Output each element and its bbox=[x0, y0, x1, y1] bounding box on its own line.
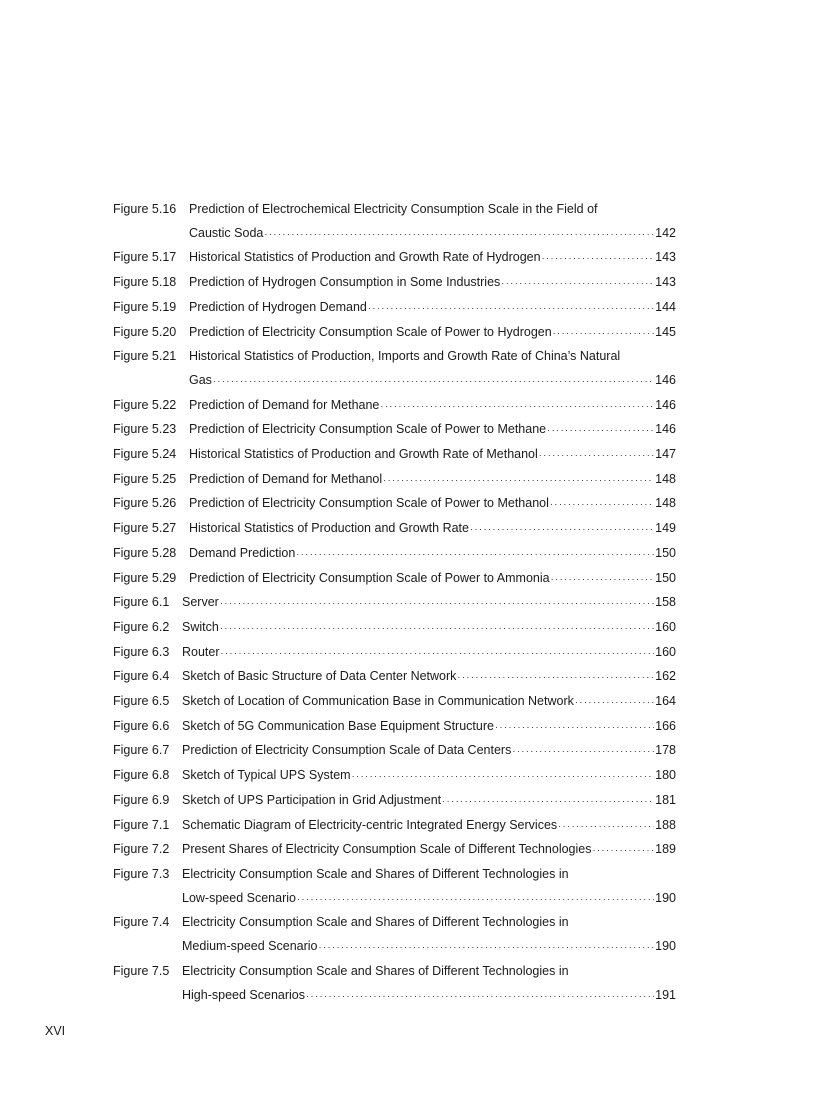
dot-leader bbox=[592, 839, 654, 863]
toc-entry[interactable] bbox=[113, 345, 676, 393]
entry-line bbox=[189, 271, 676, 296]
toc-entry[interactable] bbox=[113, 246, 676, 271]
figure-title: Present Shares of Electricity Consumption Scale of Different Technologies bbox=[182, 842, 592, 857]
figure-number: Figure 5.26 bbox=[113, 496, 177, 511]
figure-number: Figure 7.3 bbox=[113, 866, 170, 881]
entry-line bbox=[189, 369, 676, 394]
entry-line bbox=[189, 542, 676, 567]
entry-line bbox=[182, 814, 676, 839]
figure-title: Electricity Consumption Scale and Shares of Different Technologies in bbox=[182, 866, 569, 881]
figure-number: Figure 5.19 bbox=[113, 299, 177, 314]
page-ref: 143 bbox=[655, 275, 676, 290]
toc-entry[interactable] bbox=[113, 789, 676, 814]
page-ref: 146 bbox=[655, 397, 676, 412]
page-ref: 178 bbox=[655, 743, 676, 758]
figure-title: Historical Statistics of Production and Growth Rate bbox=[189, 521, 469, 536]
toc-entry[interactable] bbox=[113, 418, 676, 443]
entry-body bbox=[189, 517, 676, 542]
dot-leader bbox=[297, 888, 654, 912]
entry-body bbox=[182, 863, 676, 911]
figure-title: Prediction of Electricity Consumption Scale of Power to Methane bbox=[189, 422, 547, 437]
entry-body bbox=[189, 296, 676, 321]
entry-body bbox=[182, 665, 676, 690]
figure-title: High-speed Scenarios bbox=[182, 987, 305, 1002]
dot-leader bbox=[368, 297, 654, 321]
figure-title: Demand Prediction bbox=[189, 545, 296, 560]
dot-leader bbox=[220, 617, 654, 641]
dot-leader bbox=[306, 985, 654, 1009]
toc-entry[interactable] bbox=[113, 492, 676, 517]
entry-body bbox=[182, 739, 676, 764]
figure-title: Prediction of Electricity Consumption Scale of Power to Methanol bbox=[189, 496, 549, 511]
entry-line bbox=[182, 764, 676, 789]
figure-number: Figure 5.28 bbox=[113, 545, 177, 560]
toc-entry[interactable] bbox=[113, 591, 676, 616]
figure-title: Sketch of Basic Structure of Data Center Network bbox=[182, 669, 457, 684]
page-ref: 150 bbox=[655, 570, 676, 585]
figure-title: Prediction of Electricity Consumption Scale of Power to Hydrogen bbox=[189, 324, 552, 339]
dot-leader bbox=[221, 642, 655, 666]
page-ref: 188 bbox=[655, 817, 676, 832]
entry-line bbox=[189, 222, 676, 247]
figure-title: Historical Statistics of Production and Growth Rate of Hydrogen bbox=[189, 250, 541, 265]
page-ref: 190 bbox=[655, 939, 676, 954]
page-ref: 160 bbox=[655, 644, 676, 659]
figure-number: Figure 5.25 bbox=[113, 471, 177, 486]
dot-leader bbox=[470, 518, 654, 542]
dot-leader bbox=[547, 419, 654, 443]
figure-number: Figure 5.23 bbox=[113, 422, 177, 437]
figure-number: Figure 6.3 bbox=[113, 644, 170, 659]
page-ref: 164 bbox=[655, 694, 676, 709]
figure-title: Prediction of Electricity Consumption Scale of Power to Ammonia bbox=[189, 570, 550, 585]
figure-title: Electricity Consumption Scale and Shares of Different Technologies in bbox=[182, 915, 569, 930]
entry-body bbox=[189, 198, 676, 246]
toc-entry[interactable] bbox=[113, 271, 676, 296]
entry-body bbox=[182, 789, 676, 814]
entry-line bbox=[189, 246, 676, 271]
dot-leader bbox=[352, 765, 655, 789]
page-ref: 162 bbox=[655, 669, 676, 684]
entry-body bbox=[189, 418, 676, 443]
entry-line bbox=[189, 321, 676, 346]
dot-leader bbox=[575, 691, 654, 715]
dot-leader bbox=[296, 543, 654, 567]
figure-number: Figure 5.18 bbox=[113, 275, 177, 290]
entry-body bbox=[189, 443, 676, 468]
page-ref: 158 bbox=[655, 595, 676, 610]
figure-title: Schematic Diagram of Electricity-centric Integrated Energy Services bbox=[182, 817, 558, 832]
entry-line bbox=[182, 984, 676, 1009]
entry-line bbox=[182, 960, 676, 984]
figure-title: Sketch of 5G Communication Base Equipment Structure bbox=[182, 718, 494, 733]
entry-body bbox=[182, 715, 676, 740]
figure-title: Low-speed Scenario bbox=[182, 890, 296, 905]
figure-title: Prediction of Hydrogen Consumption in Some Industries bbox=[189, 275, 501, 290]
page-ref: 149 bbox=[655, 521, 676, 536]
figure-title: Gas bbox=[189, 372, 212, 387]
dot-leader bbox=[264, 223, 654, 247]
entry-body bbox=[189, 246, 676, 271]
figure-title: Router bbox=[182, 644, 220, 659]
figure-title: Prediction of Demand for Methane bbox=[189, 397, 380, 412]
entry-line bbox=[182, 911, 676, 935]
figure-number: Figure 6.7 bbox=[113, 743, 170, 758]
page-ref: 180 bbox=[655, 768, 676, 783]
entry-line bbox=[182, 863, 676, 887]
page-ref: 142 bbox=[655, 225, 676, 240]
entry-line bbox=[182, 616, 676, 641]
page-ref: 148 bbox=[655, 496, 676, 511]
toc-entry[interactable] bbox=[113, 960, 676, 1008]
entry-body bbox=[182, 690, 676, 715]
figure-title: Historical Statistics of Production, Imports and Growth Rate of China’s Natural bbox=[189, 349, 621, 364]
toc-entry[interactable] bbox=[113, 198, 676, 246]
dot-leader bbox=[501, 272, 654, 296]
dot-leader bbox=[512, 740, 654, 764]
entry-body bbox=[189, 492, 676, 517]
entry-line bbox=[189, 492, 676, 517]
page-ref: 148 bbox=[655, 471, 676, 486]
figure-title: Prediction of Electricity Consumption Scale of Data Centers bbox=[182, 743, 512, 758]
entry-body bbox=[189, 567, 676, 592]
page-ref: 146 bbox=[655, 422, 676, 437]
entry-body bbox=[182, 911, 676, 959]
entry-line bbox=[182, 887, 676, 912]
figure-title: Sketch of Location of Communication Base in Communication Network bbox=[182, 694, 574, 709]
dot-leader bbox=[213, 370, 654, 394]
toc-entry[interactable] bbox=[113, 814, 676, 839]
entry-body bbox=[182, 814, 676, 839]
page-ref: 144 bbox=[655, 299, 676, 314]
dot-leader bbox=[553, 322, 654, 346]
entry-line bbox=[189, 418, 676, 443]
entry-line bbox=[182, 935, 676, 960]
page-ref: 143 bbox=[655, 250, 676, 265]
toc-entry[interactable] bbox=[113, 641, 676, 666]
dot-leader bbox=[542, 247, 655, 271]
page-ref: 160 bbox=[655, 619, 676, 634]
entry-body bbox=[189, 542, 676, 567]
entry-line bbox=[182, 665, 676, 690]
page-ref: 147 bbox=[655, 447, 676, 462]
dot-leader bbox=[380, 395, 654, 419]
toc-entry[interactable] bbox=[113, 542, 676, 567]
entry-line bbox=[182, 715, 676, 740]
figure-title: Prediction of Electrochemical Electricity Consumption Scale in the Field of bbox=[189, 202, 598, 216]
figure-number: Figure 6.6 bbox=[113, 718, 170, 733]
page-ref: 190 bbox=[655, 890, 676, 905]
figure-number: Figure 7.1 bbox=[113, 817, 170, 832]
figure-number: Figure 6.5 bbox=[113, 694, 170, 709]
toc-entry[interactable] bbox=[113, 911, 676, 959]
page-ref: 150 bbox=[655, 545, 676, 560]
figure-number: Figure 6.9 bbox=[113, 792, 170, 807]
entry-line bbox=[182, 641, 676, 666]
entry-line bbox=[182, 739, 676, 764]
page-ref: 181 bbox=[655, 792, 676, 807]
figure-number: Figure 5.16 bbox=[113, 202, 177, 216]
figure-title: Switch bbox=[182, 619, 219, 634]
entry-body bbox=[189, 345, 676, 393]
figure-title: Server bbox=[182, 595, 219, 610]
dot-leader bbox=[550, 493, 654, 517]
entry-line bbox=[189, 394, 676, 419]
figure-title: Electricity Consumption Scale and Shares of Different Technologies in bbox=[182, 963, 569, 978]
figure-number: Figure 5.20 bbox=[113, 324, 177, 339]
entry-line bbox=[182, 838, 676, 863]
toc-entry[interactable] bbox=[113, 616, 676, 641]
entry-body bbox=[182, 591, 676, 616]
toc-entry[interactable] bbox=[113, 517, 676, 542]
entry-body bbox=[182, 838, 676, 863]
toc-entry[interactable] bbox=[113, 394, 676, 419]
entry-body bbox=[182, 960, 676, 1008]
entry-body bbox=[189, 271, 676, 296]
figure-title: Sketch of Typical UPS System bbox=[182, 768, 351, 783]
figure-title: Sketch of UPS Participation in Grid Adjustment bbox=[182, 792, 442, 807]
entry-line bbox=[189, 198, 676, 222]
figure-title: Prediction of Demand for Methanol bbox=[189, 471, 383, 486]
entry-body bbox=[189, 468, 676, 493]
entry-line bbox=[189, 345, 676, 369]
figure-number: Figure 5.27 bbox=[113, 521, 177, 536]
dot-leader bbox=[539, 444, 654, 468]
entry-line bbox=[189, 517, 676, 542]
toc-entry[interactable] bbox=[113, 739, 676, 764]
entry-line bbox=[189, 296, 676, 321]
entry-body bbox=[182, 764, 676, 789]
dot-leader bbox=[383, 469, 654, 493]
entry-body bbox=[189, 394, 676, 419]
page-ref: 191 bbox=[655, 987, 676, 1002]
entry-body bbox=[189, 321, 676, 346]
figure-number: Figure 6.4 bbox=[113, 669, 170, 684]
figure-number: Figure 7.4 bbox=[113, 915, 170, 930]
dot-leader bbox=[551, 568, 655, 592]
figure-number: Figure 7.2 bbox=[113, 842, 170, 857]
toc-entry[interactable] bbox=[113, 715, 676, 740]
entry-body bbox=[182, 641, 676, 666]
toc-entry[interactable] bbox=[113, 321, 676, 346]
figure-number: Figure 6.1 bbox=[113, 595, 170, 610]
entry-line bbox=[189, 468, 676, 493]
figure-title: Medium-speed Scenario bbox=[182, 939, 318, 954]
page-ref: 145 bbox=[655, 324, 676, 339]
toc-entry[interactable] bbox=[113, 764, 676, 789]
page-ref: 166 bbox=[655, 718, 676, 733]
entry-line bbox=[182, 690, 676, 715]
toc-entry[interactable] bbox=[113, 567, 676, 592]
toc-entry[interactable] bbox=[113, 863, 676, 911]
entry-line bbox=[182, 591, 676, 616]
dot-leader bbox=[220, 592, 654, 616]
list-of-figures bbox=[113, 198, 676, 1008]
figure-number: Figure 5.24 bbox=[113, 447, 177, 462]
entry-body bbox=[182, 616, 676, 641]
dot-leader bbox=[495, 716, 654, 740]
figure-number: Figure 7.5 bbox=[113, 963, 170, 978]
figure-title: Historical Statistics of Production and Growth Rate of Methanol bbox=[189, 447, 538, 462]
dot-leader bbox=[442, 790, 654, 814]
entry-line bbox=[189, 443, 676, 468]
figure-number: Figure 6.2 bbox=[113, 619, 170, 634]
figure-number: Figure 5.17 bbox=[113, 250, 177, 265]
toc-entry[interactable] bbox=[113, 690, 676, 715]
toc-entry[interactable] bbox=[113, 468, 676, 493]
figure-number: Figure 5.22 bbox=[113, 397, 177, 412]
dot-leader bbox=[457, 666, 654, 690]
figure-number: Figure 5.29 bbox=[113, 570, 177, 585]
figure-number: Figure 6.8 bbox=[113, 768, 170, 783]
dot-leader bbox=[558, 815, 654, 839]
page-ref: 146 bbox=[655, 372, 676, 387]
dot-leader bbox=[319, 936, 655, 960]
page-number: XVI bbox=[45, 1024, 66, 1038]
figure-number: Figure 5.21 bbox=[113, 349, 177, 364]
figure-title: Caustic Soda bbox=[189, 225, 264, 240]
toc-entry[interactable] bbox=[113, 838, 676, 863]
figure-title: Prediction of Hydrogen Demand bbox=[189, 299, 367, 314]
page-ref: 189 bbox=[655, 842, 676, 857]
toc-entry[interactable] bbox=[113, 665, 676, 690]
entry-line bbox=[189, 567, 676, 592]
toc-entry[interactable] bbox=[113, 443, 676, 468]
entry-line bbox=[182, 789, 676, 814]
toc-entry[interactable] bbox=[113, 296, 676, 321]
